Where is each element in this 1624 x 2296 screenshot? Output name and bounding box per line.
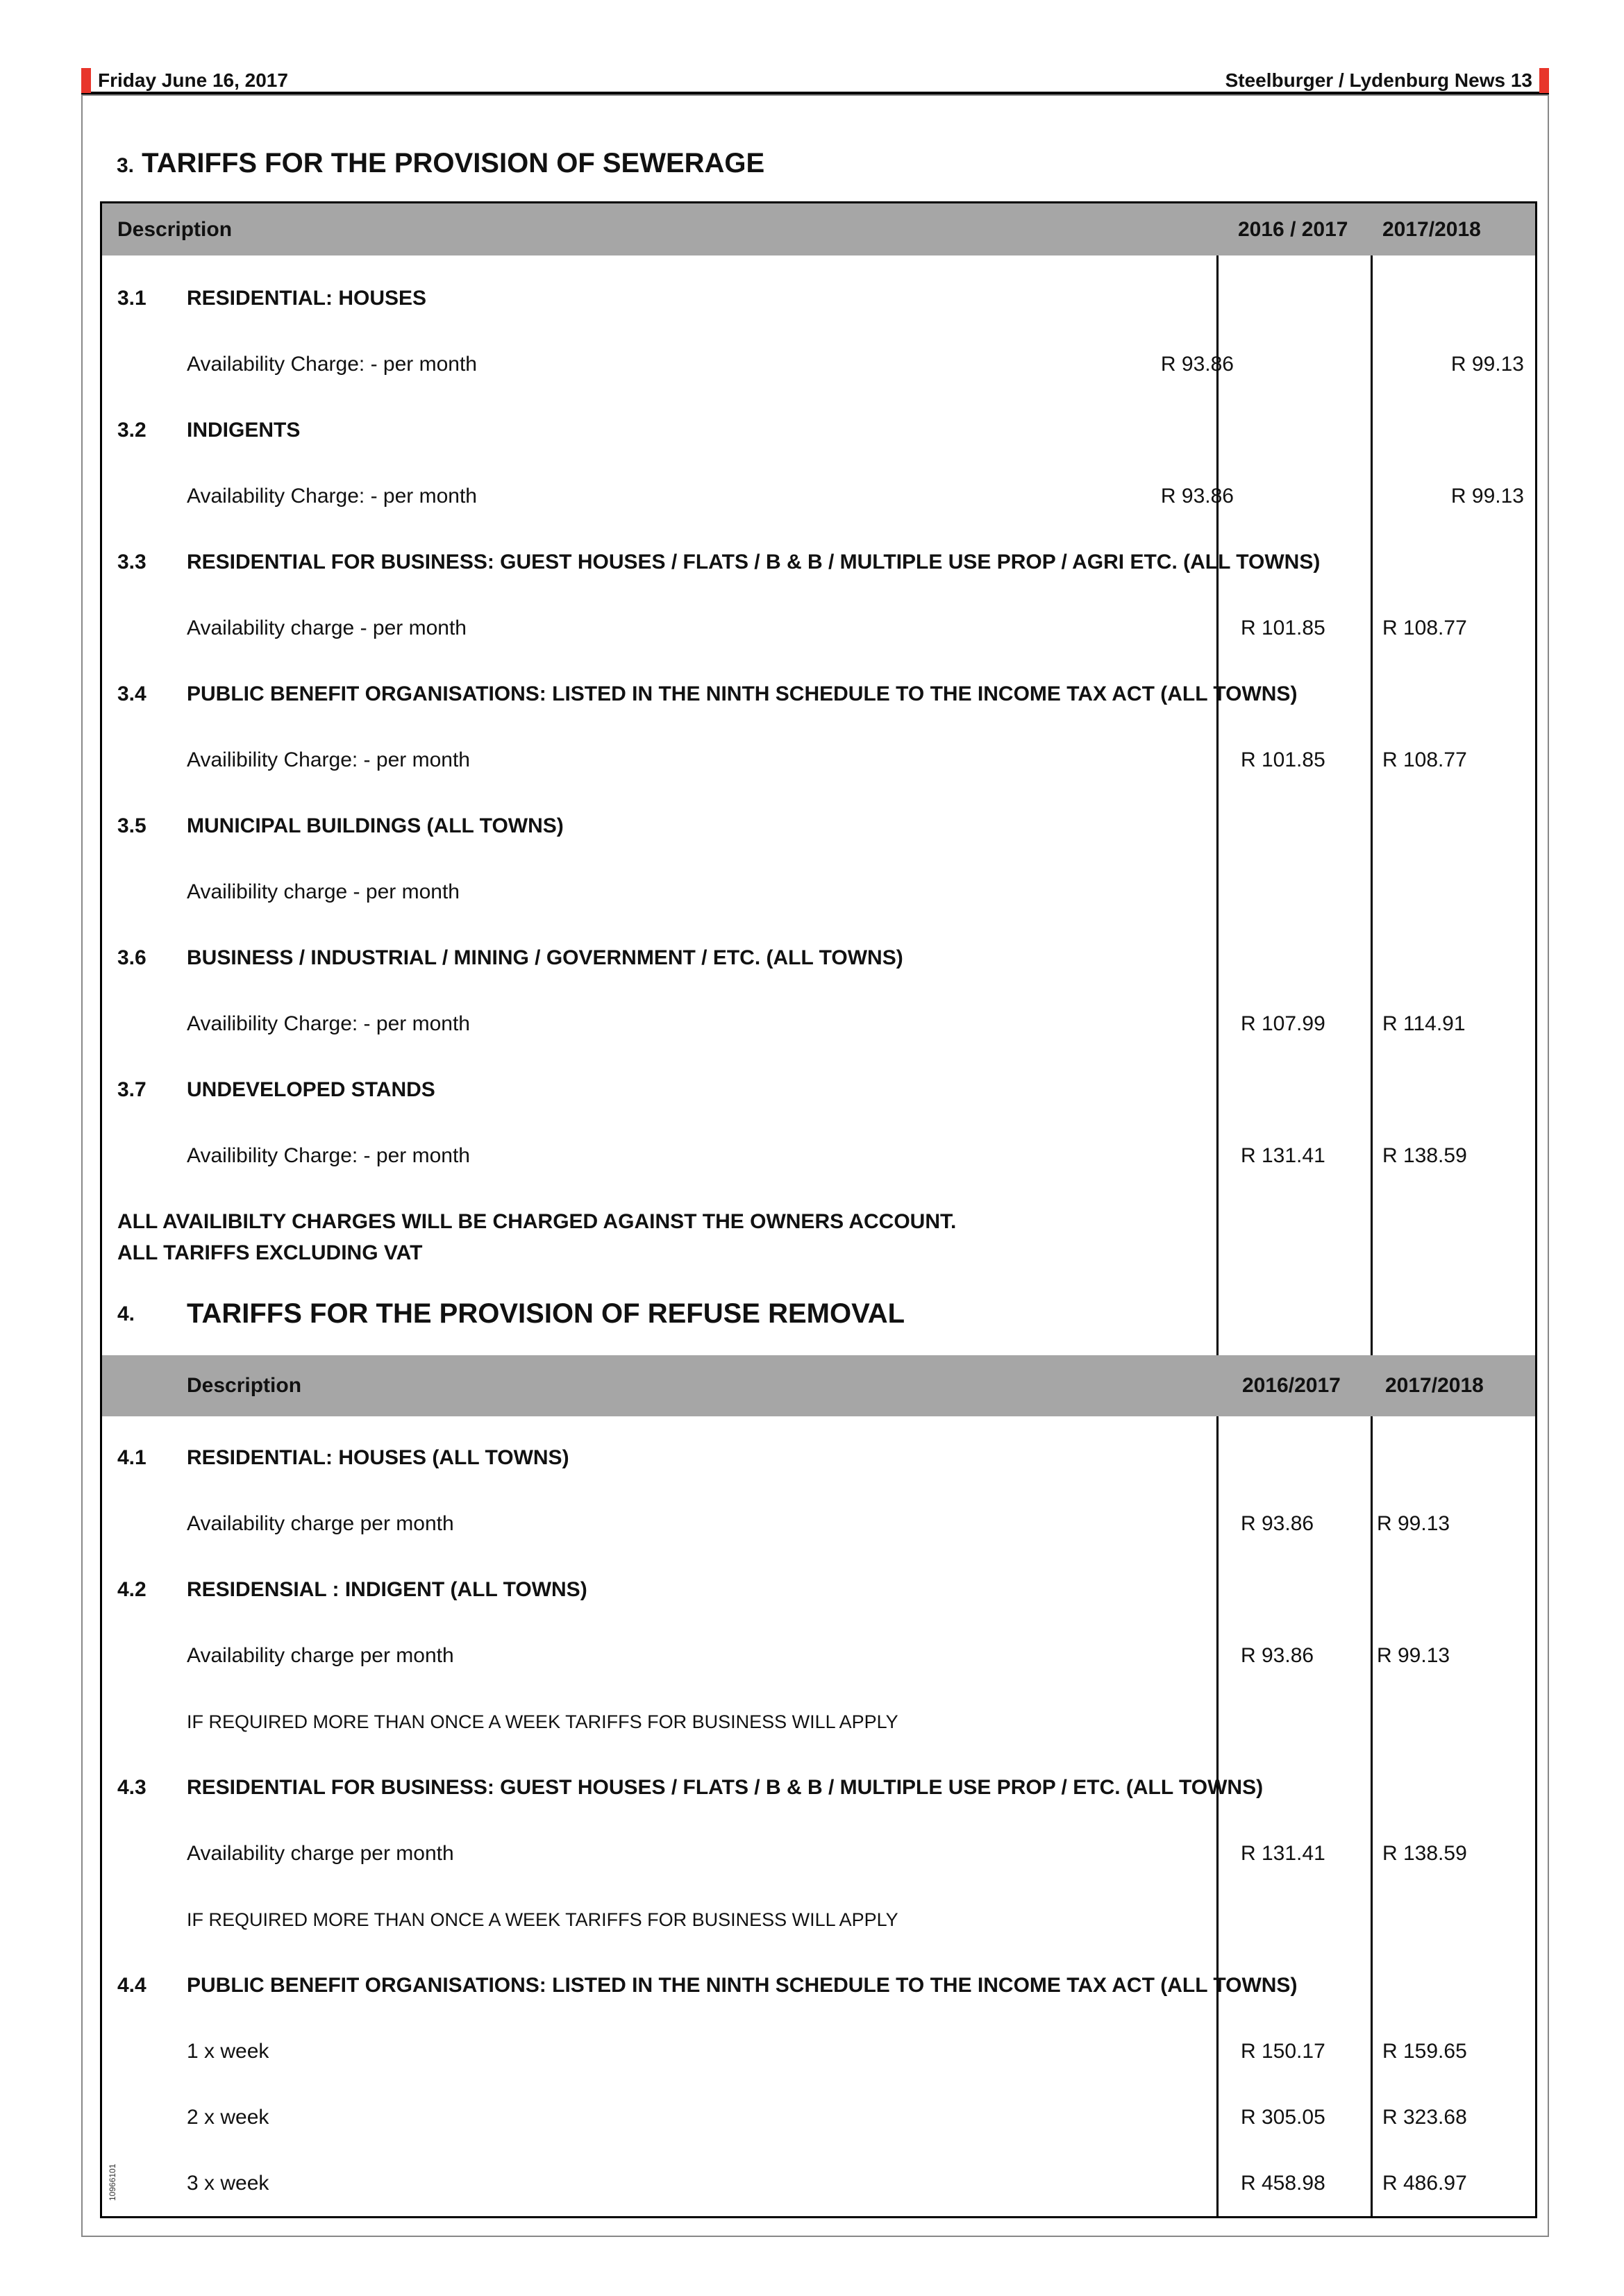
row-number: 3.2 xyxy=(117,419,147,442)
header-publication: Steelburger / Lydenburg News 13 xyxy=(1225,69,1532,91)
header-marker-left xyxy=(81,68,91,93)
table-row xyxy=(102,1836,1535,1871)
row-charge: Availibility charge - per month xyxy=(187,880,460,903)
value-2017-2018: R 486.97 xyxy=(1382,2172,1467,2195)
table-row xyxy=(102,1704,1535,1739)
col-description: Description xyxy=(117,218,233,241)
value-2016-2017: R 101.85 xyxy=(1241,748,1325,771)
table-row xyxy=(102,1507,1535,1541)
row-label: BUSINESS / INDUSTRIAL / MINING / GOVERNMENT / ETC. (ALL TOWNS) xyxy=(187,946,903,969)
row-number: 4.2 xyxy=(117,1578,147,1601)
section-4-title xyxy=(102,1293,1213,1334)
row-charge: Availability charge - per month xyxy=(187,617,467,639)
section-3-heading: TARIFFS FOR THE PROVISION OF SEWERAGE xyxy=(142,148,765,178)
row-label: UNDEVELOPED STANDS xyxy=(187,1078,435,1101)
value-2016-2017: R 93.86 xyxy=(1241,1512,1314,1535)
row-label: RESIDENTIAL: HOUSES (ALL TOWNS) xyxy=(187,1446,569,1469)
section-4-column-header xyxy=(102,1355,1535,1416)
availability-note: ALL AVAILIBILTY CHARGES WILL BE CHARGED AGAINST THE OWNERS ACCOUNT. xyxy=(117,1210,957,1233)
table-row xyxy=(102,1968,1535,2003)
row-label: PUBLIC BENEFIT ORGANISATIONS: LISTED IN THE NINTH SCHEDULE TO THE INCOME TAX ACT (ALL TOWNS) xyxy=(187,682,1298,705)
value-2017-2018: R 159.65 xyxy=(1382,2040,1467,2063)
vat-note: ALL TARIFFS EXCLUDING VAT xyxy=(117,1241,423,1264)
table-row xyxy=(102,2166,1535,2201)
table-row xyxy=(102,677,1535,712)
col-year-2: 2017/2018 xyxy=(1382,218,1481,241)
header-marker-right xyxy=(1539,68,1549,93)
row-number: 3.7 xyxy=(117,1078,147,1101)
section-4-number: 4. xyxy=(117,1302,135,1325)
table-row xyxy=(102,1073,1535,1107)
value-2016-2017: R 131.41 xyxy=(1241,1842,1325,1865)
row-label: RESIDENSIAL : INDIGENT (ALL TOWNS) xyxy=(187,1578,587,1601)
value-2017-2018: R 99.13 xyxy=(1450,485,1524,508)
value-2016-2017: R 107.99 xyxy=(1241,1012,1325,1035)
row-number: 4.3 xyxy=(117,1776,147,1799)
table-row xyxy=(102,2100,1535,2135)
ad-reference-code: 10966101 xyxy=(108,2163,117,2201)
row-label: PUBLIC BENEFIT ORGANISATIONS: LISTED IN THE NINTH SCHEDULE TO THE INCOME TAX ACT (ALL TOWNS) xyxy=(187,1974,1298,1997)
row-charge: Availability charge per month xyxy=(187,1842,454,1865)
table-row xyxy=(102,281,1535,316)
section-3-number: 3. xyxy=(117,154,135,177)
page-header xyxy=(81,68,1549,94)
row-label: RESIDENTIAL FOR BUSINESS: GUEST HOUSES / FLATS / B & B / MULTIPLE USE PROP / AGRI ETC. (ALL TOWNS) xyxy=(187,551,1321,573)
row-label: RESIDENTIAL: HOUSES xyxy=(187,287,427,310)
row-label: MUNICIPAL BUILDINGS (ALL TOWNS) xyxy=(187,814,564,837)
value-2017-2018: R 99.13 xyxy=(1377,1512,1450,1535)
table-row xyxy=(102,611,1535,646)
value-2016-2017: R 305.05 xyxy=(1241,2106,1325,2129)
value-2017-2018: R 138.59 xyxy=(1382,1842,1467,1865)
row-note: IF REQUIRED MORE THAN ONCE A WEEK TARIFFS FOR BUSINESS WILL APPLY xyxy=(187,1909,898,1930)
table-row xyxy=(102,1639,1535,1673)
row-charge: Availability charge per month xyxy=(187,1512,454,1535)
value-2017-2018: R 323.68 xyxy=(1382,2106,1467,2129)
note-row xyxy=(102,1236,1535,1271)
row-number: 4.4 xyxy=(117,1974,147,1997)
row-number: 3.5 xyxy=(117,814,147,837)
row-charge: Availability Charge: - per month xyxy=(187,485,477,508)
col-year-1: 2016 / 2017 xyxy=(1238,218,1348,241)
table-row xyxy=(102,413,1535,448)
row-charge: Availibility Charge: - per month xyxy=(187,1144,470,1167)
value-2016-2017: R 458.98 xyxy=(1241,2172,1325,2195)
value-2016-2017: R 150.17 xyxy=(1241,2040,1325,2063)
table-row xyxy=(102,743,1535,778)
row-frequency: 1 x week xyxy=(187,2040,269,2063)
value-2016-2017: R 93.86 xyxy=(1160,485,1234,508)
row-label: INDIGENTS xyxy=(187,419,301,442)
row-charge: Availibility Charge: - per month xyxy=(187,748,470,771)
row-number: 4.1 xyxy=(117,1446,147,1469)
table-row xyxy=(102,875,1535,910)
table-row xyxy=(102,1902,1535,1937)
value-2016-2017: R 93.86 xyxy=(1241,1644,1314,1667)
value-2016-2017: R 101.85 xyxy=(1241,617,1325,639)
table-row xyxy=(102,1573,1535,1607)
row-frequency: 3 x week xyxy=(187,2172,269,2195)
table-row xyxy=(102,1139,1535,1173)
col-year-1: 2016/2017 xyxy=(1242,1374,1341,1397)
row-frequency: 2 x week xyxy=(187,2106,269,2129)
row-label: RESIDENTIAL FOR BUSINESS: GUEST HOUSES / FLATS / B & B / MULTIPLE USE PROP / ETC. (ALL TOWNS) xyxy=(187,1776,1264,1799)
section-3-title xyxy=(117,146,764,183)
value-2017-2018: R 108.77 xyxy=(1382,748,1467,771)
row-number: 3.6 xyxy=(117,946,147,969)
col-description: Description xyxy=(187,1374,302,1397)
value-2017-2018: R 99.13 xyxy=(1450,353,1524,376)
table-row xyxy=(102,1007,1535,1041)
table-row xyxy=(102,545,1535,580)
value-2016-2017: R 93.86 xyxy=(1160,353,1234,376)
table-row xyxy=(102,809,1535,844)
row-charge: Availibility Charge: - per month xyxy=(187,1012,470,1035)
value-2017-2018: R 138.59 xyxy=(1382,1144,1467,1167)
note-row xyxy=(102,1205,1535,1239)
header-date: Friday June 16, 2017 xyxy=(98,69,288,91)
row-charge: Availability Charge: - per month xyxy=(187,353,477,376)
row-charge: Availability charge per month xyxy=(187,1644,454,1667)
section-4-heading: TARIFFS FOR THE PROVISION OF REFUSE REMOVAL xyxy=(187,1298,905,1329)
col-year-2: 2017/2018 xyxy=(1385,1374,1484,1397)
value-2017-2018: R 114.91 xyxy=(1382,1012,1466,1035)
table-row xyxy=(102,2034,1535,2069)
row-number: 3.1 xyxy=(117,287,147,310)
table-row xyxy=(102,347,1535,382)
table-row xyxy=(102,941,1535,975)
table-row xyxy=(102,1770,1535,1805)
value-2017-2018: R 108.77 xyxy=(1382,617,1467,639)
value-2016-2017: R 131.41 xyxy=(1241,1144,1325,1167)
row-note: IF REQUIRED MORE THAN ONCE A WEEK TARIFFS FOR BUSINESS WILL APPLY xyxy=(187,1711,898,1732)
section-3-column-header xyxy=(102,203,1535,255)
table-row xyxy=(102,1441,1535,1475)
table-row xyxy=(102,479,1535,514)
row-number: 3.4 xyxy=(117,682,147,705)
value-2017-2018: R 99.13 xyxy=(1377,1644,1450,1667)
row-number: 3.3 xyxy=(117,551,147,573)
